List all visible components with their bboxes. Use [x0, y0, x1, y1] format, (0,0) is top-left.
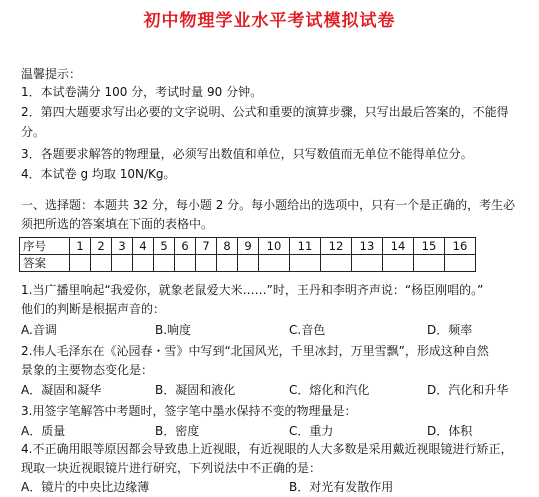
question-2-option-b: B．凝固和液化: [155, 383, 236, 397]
question-2-option-d: D．汽化和升华: [427, 383, 509, 397]
exam-title: 初中物理学业水平考试模拟试卷: [143, 11, 396, 31]
tip-2: 2．第四大题要求写出必要的文字说明、公式和重要的演算步骤，只写出最后答案的，不能得: [21, 105, 509, 119]
question-4-stem-cont: 现取一块近视眼镜片进行研究，下列说法中不正确的是：: [21, 461, 322, 475]
question-4-stem: 4.不正确用眼等原因都会导致患上近视眼，有近视眼的人大多数是采用戴近视眼镜进行矫正，: [21, 442, 513, 456]
answer-cell[interactable]: [154, 255, 175, 272]
answer-cell[interactable]: [175, 255, 196, 272]
col-number: 10: [259, 238, 290, 255]
question-3-option-d: D．体积: [427, 424, 473, 438]
question-4-option-a: A．镜片的中央比边缘薄: [21, 480, 150, 494]
question-3-option-c: C．重力: [289, 424, 334, 438]
answer-cell[interactable]: [290, 255, 321, 272]
answer-cell[interactable]: [414, 255, 445, 272]
col-number: 13: [352, 238, 383, 255]
question-3-stem: 3.用签字笔解答中考题时，签字笔中墨水保持不变的物理量是：: [21, 404, 357, 418]
answer-cell[interactable]: [321, 255, 352, 272]
answer-cell[interactable]: [383, 255, 414, 272]
table-row-numbers: [20, 238, 476, 255]
answer-cell[interactable]: [352, 255, 383, 272]
tip-1: 1．本试卷满分 100 分，考试时量 90 分钟。: [21, 85, 263, 99]
question-1-option-a: A.音调: [21, 323, 57, 337]
row-header-number: 序号: [20, 238, 70, 255]
tip-3: 3．各题要求解答的物理量，必须写出数值和单位，只写数值而无单位不能得单位分。: [21, 147, 473, 161]
col-number: 2: [91, 238, 112, 255]
col-number: 11: [290, 238, 321, 255]
answer-cell[interactable]: [112, 255, 133, 272]
answer-cell[interactable]: [91, 255, 112, 272]
col-number: 5: [154, 238, 175, 255]
question-1-option-c: C.音色: [289, 323, 326, 337]
tip-2-cont: 分。: [21, 125, 46, 139]
answer-cell[interactable]: [196, 255, 217, 272]
question-2-stem: 2.伟人毛泽东在《沁园春・雪》中写到“北国风光，千里冰封，万里雪飘”，形成这种自然: [21, 344, 489, 358]
answer-cell[interactable]: [217, 255, 238, 272]
answer-cell[interactable]: [133, 255, 154, 272]
answer-cell[interactable]: [445, 255, 476, 272]
col-number: 9: [238, 238, 259, 255]
question-2-stem-cont: 景象的主要物态变化是：: [21, 363, 154, 377]
question-1-option-d: D．频率: [427, 323, 473, 337]
question-2-option-a: A．凝固和凝华: [21, 383, 102, 397]
question-1-stem: 1.当广播里响起“我爱你，就象老鼠爱大米……”时，王丹和李明齐声说：“杨臣刚唱的。”: [21, 283, 484, 297]
col-number: 16: [445, 238, 476, 255]
question-4-option-b: B．对光有发散作用: [289, 480, 394, 494]
col-number: 1: [70, 238, 91, 255]
tip-4: 4．本试卷 g 均取 10N/Kg。: [21, 167, 176, 181]
col-number: 14: [383, 238, 414, 255]
col-number: 7: [196, 238, 217, 255]
answer-cell[interactable]: [238, 255, 259, 272]
col-number: 8: [217, 238, 238, 255]
section-1-intro-cont: 须把所选的答案填在下面的表格中。: [21, 217, 214, 231]
question-3-option-b: B．密度: [155, 424, 200, 438]
col-number: 4: [133, 238, 154, 255]
question-2-option-c: C．熔化和汽化: [289, 383, 370, 397]
question-3-option-a: A．质量: [21, 424, 66, 438]
tips-heading: 温馨提示：: [21, 67, 82, 81]
section-1-intro: 一、选择题：本题共 32 分，每小题 2 分。每小题给出的选项中，只有一个是正确的，考生必: [21, 198, 516, 212]
answer-cell[interactable]: [70, 255, 91, 272]
col-number: 15: [414, 238, 445, 255]
answer-cell[interactable]: [259, 255, 290, 272]
question-1-option-b: B.响度: [155, 323, 192, 337]
col-number: 3: [112, 238, 133, 255]
question-1-stem-cont: 他们的判断是根据声音的：: [21, 302, 166, 316]
col-number: 12: [321, 238, 352, 255]
answer-table: [19, 237, 476, 272]
table-row-answers: [20, 255, 476, 272]
row-header-answer: 答案: [20, 255, 70, 272]
col-number: 6: [175, 238, 196, 255]
